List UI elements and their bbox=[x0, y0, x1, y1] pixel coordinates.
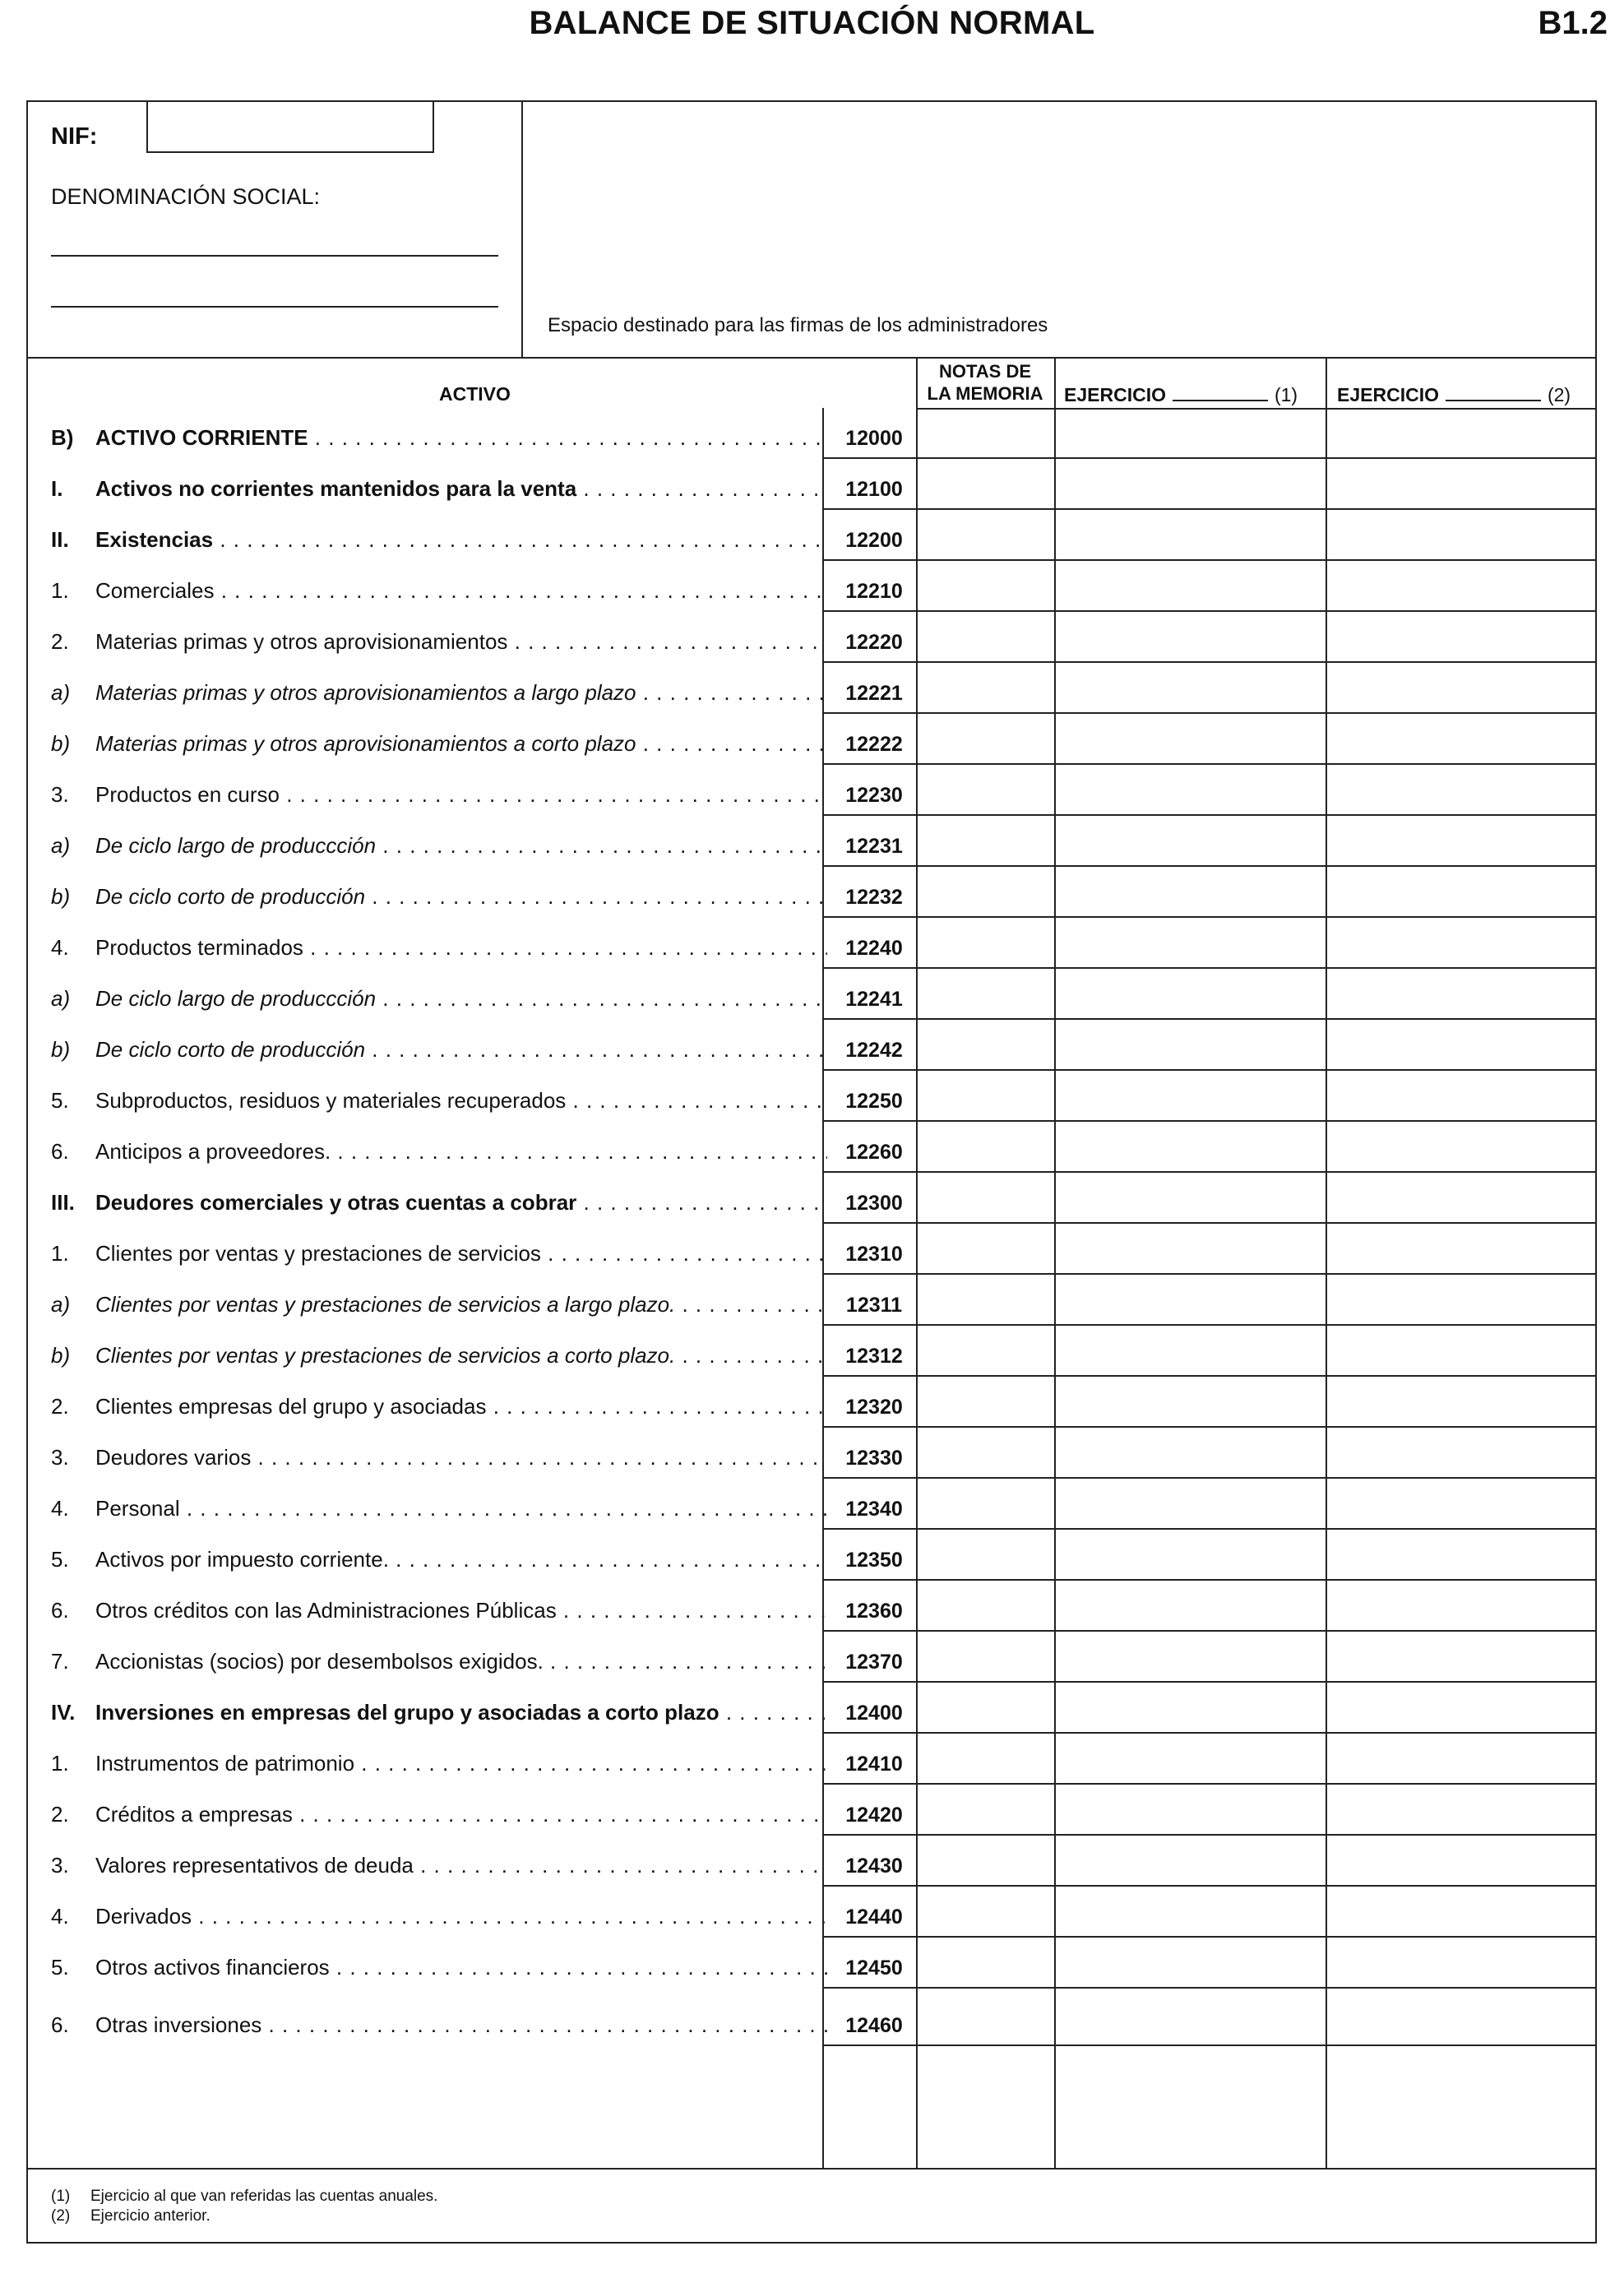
row-code: 12310 bbox=[845, 1243, 903, 1266]
row-number: 5. bbox=[51, 1088, 69, 1113]
balance-row-12231 bbox=[28, 816, 1595, 867]
row-label: Clientes por ventas y prestaciones de servicios a corto plazo. . . . bbox=[95, 1343, 827, 1368]
notas-cell[interactable] bbox=[918, 1836, 1054, 1887]
balance-row-12200 bbox=[28, 510, 1595, 561]
row-label: Derivados . . . bbox=[95, 1904, 827, 1929]
ejercicio-1-cell[interactable] bbox=[1056, 765, 1326, 816]
ejercicio-2-cell[interactable] bbox=[1327, 1530, 1595, 1581]
notas-cell[interactable] bbox=[918, 1632, 1054, 1683]
balance-row-12000 bbox=[28, 408, 1595, 459]
ejercicio-1-cell[interactable] bbox=[1056, 612, 1326, 663]
row-number: 3. bbox=[51, 1445, 69, 1470]
row-code: 12311 bbox=[845, 1294, 903, 1317]
footnote-separator bbox=[28, 2168, 1595, 2170]
row-number: a) bbox=[51, 986, 71, 1011]
ejercicio-2-cell[interactable] bbox=[1327, 918, 1595, 969]
balance-row-12450 bbox=[28, 1938, 1595, 1989]
row-number: 6. bbox=[51, 2012, 69, 2037]
footnote-1 bbox=[51, 2188, 437, 2206]
row-number: 3. bbox=[51, 1853, 69, 1878]
row-code: 12330 bbox=[845, 1447, 903, 1470]
row-code: 12430 bbox=[845, 1855, 903, 1878]
balance-row-12240 bbox=[28, 918, 1595, 969]
notas-cell[interactable] bbox=[918, 1377, 1054, 1428]
ejercicio-2-cell[interactable] bbox=[1327, 1938, 1595, 1989]
denominacion-label: DENOMINACIÓN SOCIAL: bbox=[51, 184, 321, 209]
footnote-1-text: Ejercicio al que van referidas las cuentas anuales. bbox=[90, 2188, 438, 2205]
ejercicio-2-cell[interactable] bbox=[1327, 612, 1595, 663]
notas-cell[interactable] bbox=[918, 1224, 1054, 1275]
row-label: Comerciales . . . bbox=[95, 578, 827, 604]
balance-row-12340 bbox=[28, 1479, 1595, 1530]
ejercicio-1-cell[interactable] bbox=[1056, 1071, 1326, 1122]
row-number: 1. bbox=[51, 1241, 69, 1266]
notas-cell[interactable] bbox=[918, 1734, 1054, 1785]
row-code: 12440 bbox=[845, 1906, 903, 1929]
row-label: Otras inversiones . . . bbox=[95, 2012, 827, 2038]
ejercicio-2-ref: (2) bbox=[1547, 384, 1571, 405]
ejercicio-1-cell[interactable] bbox=[1056, 867, 1326, 918]
row-label: Activos no corrientes mantenidos para la venta . . . bbox=[95, 476, 827, 502]
ejercicio-2-cell[interactable] bbox=[1327, 561, 1595, 612]
ejercicio-2-cell[interactable] bbox=[1327, 1887, 1595, 1938]
row-rule bbox=[822, 2045, 1595, 2046]
ejercicio-2-year-blank[interactable] bbox=[1446, 383, 1541, 401]
balance-row-12310 bbox=[28, 1224, 1595, 1275]
row-label: Materias primas y otros aprovisionamientos . . . bbox=[95, 629, 827, 655]
ejercicio-1-cell[interactable] bbox=[1056, 969, 1326, 1020]
balance-row-12300 bbox=[28, 1173, 1595, 1224]
notas-cell[interactable] bbox=[918, 969, 1054, 1020]
row-number: 5. bbox=[51, 1547, 69, 1572]
balance-row-12222 bbox=[28, 714, 1595, 765]
row-label: Productos terminados . . . bbox=[95, 935, 827, 961]
ejercicio-2-cell[interactable] bbox=[1327, 816, 1595, 867]
notas-cell[interactable] bbox=[918, 612, 1054, 663]
ejercicio-1-cell[interactable] bbox=[1056, 1428, 1326, 1479]
code-column-divider bbox=[822, 408, 824, 2168]
footnote-2-text: Ejercicio anterior. bbox=[90, 2207, 211, 2225]
notas-cell[interactable] bbox=[918, 1479, 1054, 1530]
ejercicio-1-cell[interactable] bbox=[1056, 1683, 1326, 1734]
footnote-2-ref: (2) bbox=[51, 2207, 71, 2225]
ejercicio-2-cell[interactable] bbox=[1327, 1173, 1595, 1224]
row-number: a) bbox=[51, 680, 71, 705]
row-label: Activos por impuesto corriente. . . . bbox=[95, 1547, 827, 1572]
row-code: 12410 bbox=[845, 1753, 903, 1776]
notas-cell[interactable] bbox=[918, 1887, 1054, 1938]
row-label: Clientes por ventas y prestaciones de servicios a largo plazo. . . . bbox=[95, 1292, 827, 1317]
row-label: Materias primas y otros aprovisionamientos a largo plazo . . . bbox=[95, 680, 827, 706]
column-header bbox=[28, 357, 1595, 408]
nif-field[interactable] bbox=[146, 102, 434, 153]
balance-row-12311 bbox=[28, 1275, 1595, 1326]
row-code: 12300 bbox=[845, 1192, 903, 1215]
row-number: II. bbox=[51, 527, 69, 552]
balance-row-12440 bbox=[28, 1887, 1595, 1938]
activo-header: ACTIVO bbox=[439, 383, 511, 405]
balance-row-12430 bbox=[28, 1836, 1595, 1887]
ejercicio-1-cell[interactable] bbox=[1056, 1734, 1326, 1785]
ejercicio-1-cell[interactable] bbox=[1056, 561, 1326, 612]
ejercicio-1-cell[interactable] bbox=[1056, 663, 1326, 714]
page-title: BALANCE DE SITUACIÓN NORMAL bbox=[529, 5, 1095, 41]
ejercicio-2-cell[interactable] bbox=[1327, 459, 1595, 510]
ejercicio-2-cell[interactable] bbox=[1327, 1326, 1595, 1377]
row-code: 12250 bbox=[845, 1090, 903, 1113]
ejercicio-1-label: EJERCICIO bbox=[1064, 384, 1166, 405]
row-number: a) bbox=[51, 833, 71, 858]
row-label: ACTIVO CORRIENTE . . . bbox=[95, 425, 827, 451]
footnote-1-ref: (1) bbox=[51, 2188, 71, 2205]
ejercicio-1-cell[interactable] bbox=[1056, 1275, 1326, 1326]
notas-cell[interactable] bbox=[918, 663, 1054, 714]
notas-cell[interactable] bbox=[918, 459, 1054, 510]
balance-row-12230 bbox=[28, 765, 1595, 816]
ejercicio-1-ref: (1) bbox=[1274, 384, 1298, 405]
row-code: 12460 bbox=[845, 2014, 903, 2037]
ejercicio-1-cell[interactable] bbox=[1056, 1632, 1326, 1683]
ejercicio-2-cell[interactable] bbox=[1327, 867, 1595, 918]
ejercicio-2-cell[interactable] bbox=[1327, 765, 1595, 816]
ejercicio-1-cell[interactable] bbox=[1056, 1377, 1326, 1428]
row-code: 12450 bbox=[845, 1957, 903, 1980]
ejercicio-1-cell[interactable] bbox=[1056, 459, 1326, 510]
notas-cell[interactable] bbox=[918, 1530, 1054, 1581]
row-number: 2. bbox=[51, 629, 69, 654]
row-label: Clientes por ventas y prestaciones de servicios . . . bbox=[95, 1241, 827, 1267]
row-label: De ciclo largo de produccción . . . bbox=[95, 986, 827, 1012]
row-label: Existencias . . . bbox=[95, 527, 827, 553]
ejercicio-2-cell[interactable] bbox=[1327, 1020, 1595, 1071]
row-number: b) bbox=[51, 884, 71, 909]
balance-row-12360 bbox=[28, 1581, 1595, 1632]
ejercicio-2-cell[interactable] bbox=[1327, 1734, 1595, 1785]
row-code: 12340 bbox=[845, 1498, 903, 1521]
notas-cell[interactable] bbox=[918, 1428, 1054, 1479]
ejercicio-2-cell[interactable] bbox=[1327, 969, 1595, 1020]
notas-column-divider bbox=[916, 357, 918, 2168]
row-number: IV. bbox=[51, 1700, 76, 1725]
row-number: B) bbox=[51, 425, 74, 450]
row-number: b) bbox=[51, 1343, 71, 1368]
row-label: Valores representativos de deuda . . . bbox=[95, 1853, 827, 1878]
notas-memoria-header bbox=[916, 360, 1054, 405]
ejercicio-2-cell[interactable] bbox=[1327, 1785, 1595, 1836]
ejercicio-1-cell[interactable] bbox=[1056, 1020, 1326, 1071]
ejercicio-2-cell[interactable] bbox=[1327, 1581, 1595, 1632]
identification-section bbox=[28, 102, 1595, 359]
balance-row-12370 bbox=[28, 1632, 1595, 1683]
row-code: 12200 bbox=[845, 529, 903, 552]
notas-cell[interactable] bbox=[918, 1989, 1054, 2046]
ejercicio-2-label: EJERCICIO bbox=[1337, 384, 1439, 405]
row-label: Clientes empresas del grupo y asociadas . . . bbox=[95, 1394, 827, 1419]
row-number: b) bbox=[51, 731, 71, 756]
ejercicio-2-cell[interactable] bbox=[1327, 1683, 1595, 1734]
row-label: De ciclo corto de producción . . . bbox=[95, 884, 827, 910]
notas-cell[interactable] bbox=[918, 561, 1054, 612]
ejercicio-2-cell[interactable] bbox=[1327, 1479, 1595, 1530]
row-code: 12350 bbox=[845, 1549, 903, 1572]
ejercicio-2-cell[interactable] bbox=[1327, 408, 1595, 459]
row-label: De ciclo largo de produccción . . . bbox=[95, 833, 827, 859]
row-label: Deudores comerciales y otras cuentas a cobrar . . . bbox=[95, 1190, 827, 1216]
ejercicio-2-cell[interactable] bbox=[1327, 1071, 1595, 1122]
row-number: 4. bbox=[51, 1904, 69, 1929]
notas-header-line2: LA MEMORIA bbox=[927, 383, 1043, 404]
notas-cell[interactable] bbox=[918, 714, 1054, 765]
balance-row-12350 bbox=[28, 1530, 1595, 1581]
nif-label: NIF: bbox=[51, 123, 98, 150]
row-label: Subproductos, residuos y materiales recuperados . . . bbox=[95, 1088, 827, 1114]
ejercicio-2-header bbox=[1337, 383, 1571, 406]
notas-cell[interactable] bbox=[918, 1122, 1054, 1173]
notas-header-line1: NOTAS DE bbox=[938, 361, 1032, 382]
row-code: 12400 bbox=[845, 1702, 903, 1725]
balance-row-12312 bbox=[28, 1326, 1595, 1377]
row-code: 12221 bbox=[845, 682, 903, 705]
row-code: 12210 bbox=[845, 580, 903, 603]
row-label: Otros créditos con las Administraciones Públicas . . . bbox=[95, 1598, 827, 1623]
notas-cell[interactable] bbox=[918, 918, 1054, 969]
row-label: Inversiones en empresas del grupo y asociadas a corto plazo . . . bbox=[95, 1700, 827, 1725]
form-code: B1.2 bbox=[1538, 5, 1608, 41]
ejercicio-1-cell[interactable] bbox=[1056, 510, 1326, 561]
row-code: 12240 bbox=[845, 937, 903, 960]
row-label: Accionistas (socios) por desembolsos exigidos. . . . bbox=[95, 1649, 827, 1674]
row-code: 12260 bbox=[845, 1141, 903, 1164]
row-code: 12000 bbox=[845, 427, 903, 450]
row-code: 12241 bbox=[845, 988, 903, 1011]
notas-cell[interactable] bbox=[918, 510, 1054, 561]
row-number: 6. bbox=[51, 1598, 69, 1623]
ejercicio-1-cell[interactable] bbox=[1056, 1530, 1326, 1581]
row-code: 12222 bbox=[845, 733, 903, 756]
row-number: 3. bbox=[51, 782, 69, 807]
row-number: III. bbox=[51, 1190, 75, 1215]
ejercicio-1-cell[interactable] bbox=[1056, 1224, 1326, 1275]
balance-row-12320 bbox=[28, 1377, 1595, 1428]
row-number: 4. bbox=[51, 1496, 69, 1521]
row-number: 2. bbox=[51, 1802, 69, 1827]
balance-row-12210 bbox=[28, 561, 1595, 612]
row-code: 12242 bbox=[845, 1039, 903, 1062]
ejercicio-2-cell[interactable] bbox=[1327, 1989, 1595, 2046]
form-frame bbox=[26, 100, 1597, 2244]
ejercicio-1-header bbox=[1064, 383, 1298, 406]
ejercicio-1-cell[interactable] bbox=[1056, 714, 1326, 765]
row-number: 5. bbox=[51, 1955, 69, 1980]
ejercicio-1-cell[interactable] bbox=[1056, 1938, 1326, 1989]
balance-row-12220 bbox=[28, 612, 1595, 663]
row-label: Créditos a empresas . . . bbox=[95, 1802, 827, 1827]
balance-row-12100 bbox=[28, 459, 1595, 510]
row-label: Otros activos financieros . . . bbox=[95, 1955, 827, 1980]
ejercicio-1-cell[interactable] bbox=[1056, 1326, 1326, 1377]
row-code: 12370 bbox=[845, 1651, 903, 1674]
ejercicio-2-cell[interactable] bbox=[1327, 1224, 1595, 1275]
row-code: 12100 bbox=[845, 478, 903, 501]
row-label: Productos en curso . . . bbox=[95, 782, 827, 808]
balance-row-12241 bbox=[28, 969, 1595, 1020]
row-number: b) bbox=[51, 1037, 71, 1062]
ejercicio-1-cell[interactable] bbox=[1056, 1581, 1326, 1632]
row-number: a) bbox=[51, 1292, 71, 1317]
denominacion-line-1[interactable] bbox=[51, 255, 498, 257]
balance-row-12420 bbox=[28, 1785, 1595, 1836]
ejercicio-1-cell[interactable] bbox=[1056, 1479, 1326, 1530]
signature-label: Espacio destinado para las firmas de los administradores bbox=[548, 314, 1048, 336]
balance-row-12221 bbox=[28, 663, 1595, 714]
notas-cell[interactable] bbox=[918, 1326, 1054, 1377]
notas-cell[interactable] bbox=[918, 1683, 1054, 1734]
ejercicio-1-cell[interactable] bbox=[1056, 1173, 1326, 1224]
footnote-2 bbox=[51, 2207, 211, 2225]
row-number: 7. bbox=[51, 1649, 69, 1674]
ejercicio-1-year-blank[interactable] bbox=[1173, 383, 1268, 401]
notas-cell[interactable] bbox=[918, 765, 1054, 816]
ejercicio-2-cell[interactable] bbox=[1327, 1275, 1595, 1326]
ejercicio-1-cell[interactable] bbox=[1056, 1989, 1326, 2046]
ejercicio-1-cell[interactable] bbox=[1056, 918, 1326, 969]
notas-cell[interactable] bbox=[918, 1071, 1054, 1122]
notas-cell[interactable] bbox=[918, 1785, 1054, 1836]
denominacion-line-2[interactable] bbox=[51, 306, 498, 308]
row-number: 4. bbox=[51, 935, 69, 960]
row-label: Materias primas y otros aprovisionamientos a corto plazo . . . bbox=[95, 731, 827, 757]
balance-row-12260 bbox=[28, 1122, 1595, 1173]
row-label: Personal . . . bbox=[95, 1496, 827, 1521]
company-identification bbox=[28, 102, 523, 357]
row-label: Instrumentos de patrimonio . . . bbox=[95, 1751, 827, 1776]
ejercicio-2-cell[interactable] bbox=[1327, 1377, 1595, 1428]
ejercicio-2-cell[interactable] bbox=[1327, 1836, 1595, 1887]
ejercicio-1-cell[interactable] bbox=[1056, 1887, 1326, 1938]
row-number: 1. bbox=[51, 1751, 69, 1776]
notas-cell[interactable] bbox=[918, 1581, 1054, 1632]
notas-cell[interactable] bbox=[918, 1275, 1054, 1326]
balance-row-12330 bbox=[28, 1428, 1595, 1479]
row-code: 12360 bbox=[845, 1600, 903, 1623]
balance-row-12460 bbox=[28, 1989, 1595, 2046]
balance-row-12410 bbox=[28, 1734, 1595, 1785]
balance-row-12232 bbox=[28, 867, 1595, 918]
row-code: 12312 bbox=[845, 1345, 903, 1368]
balance-row-12250 bbox=[28, 1071, 1595, 1122]
ejercicio-2-cell[interactable] bbox=[1327, 714, 1595, 765]
row-code: 12320 bbox=[845, 1396, 903, 1419]
notas-cell[interactable] bbox=[918, 408, 1054, 459]
ejercicio-1-column-divider bbox=[1054, 357, 1056, 2168]
notas-cell[interactable] bbox=[918, 1020, 1054, 1071]
balance-row-12242 bbox=[28, 1020, 1595, 1071]
row-code: 12232 bbox=[845, 886, 903, 909]
row-label: Deudores varios . . . bbox=[95, 1445, 827, 1470]
notas-cell[interactable] bbox=[918, 816, 1054, 867]
ejercicio-2-cell[interactable] bbox=[1327, 1632, 1595, 1683]
row-code: 12231 bbox=[845, 835, 903, 858]
notas-cell[interactable] bbox=[918, 1938, 1054, 1989]
ejercicio-2-cell[interactable] bbox=[1327, 1122, 1595, 1173]
ejercicio-1-cell[interactable] bbox=[1056, 1836, 1326, 1887]
notas-cell[interactable] bbox=[918, 867, 1054, 918]
balance-row-12400 bbox=[28, 1683, 1595, 1734]
row-code: 12230 bbox=[845, 784, 903, 807]
ejercicio-1-cell[interactable] bbox=[1056, 1122, 1326, 1173]
ejercicio-2-column-divider bbox=[1326, 357, 1327, 2168]
row-number: 2. bbox=[51, 1394, 69, 1419]
ejercicio-1-cell[interactable] bbox=[1056, 1785, 1326, 1836]
row-number: I. bbox=[51, 476, 63, 501]
row-code: 12220 bbox=[845, 631, 903, 654]
ejercicio-2-cell[interactable] bbox=[1327, 1428, 1595, 1479]
row-number: 1. bbox=[51, 578, 69, 603]
ejercicio-2-cell[interactable] bbox=[1327, 663, 1595, 714]
ejercicio-1-cell[interactable] bbox=[1056, 816, 1326, 867]
notas-cell[interactable] bbox=[918, 1173, 1054, 1224]
ejercicio-1-cell[interactable] bbox=[1056, 408, 1326, 459]
row-label: De ciclo corto de producción . . . bbox=[95, 1037, 827, 1063]
row-label: Anticipos a proveedores. . . . bbox=[95, 1139, 827, 1165]
ejercicio-2-cell[interactable] bbox=[1327, 510, 1595, 561]
row-number: 6. bbox=[51, 1139, 69, 1164]
row-code: 12420 bbox=[845, 1804, 903, 1827]
